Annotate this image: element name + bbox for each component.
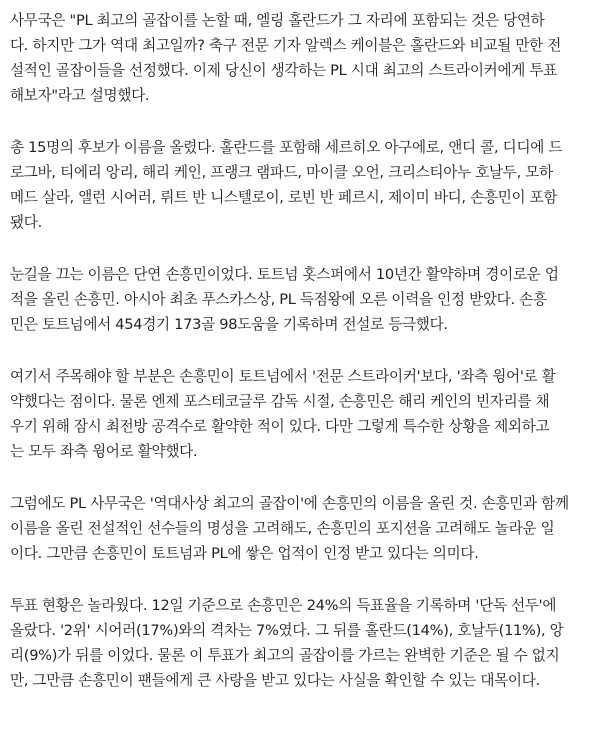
text-line: 는 모두 좌측 윙어로 활약했다. [10,443,198,460]
text-line: 리(9%)가 뒤를 이었다. 물론 이 투표가 최고의 골잡이를 가르는 완벽한 기준은 될 수 없지 [10,647,560,664]
paragraph-son-highlight [10,262,590,337]
text-line: 적을 올린 손흥민. 아시아 최초 푸스카스상, PL 득점왕에 오른 이력을 인정 받았다. 손흥 [10,291,547,308]
paragraph-position [10,364,590,464]
paragraph-vote-status [10,593,590,693]
paragraph-recognition [10,491,590,566]
paragraph-intro-quote [10,8,590,108]
text-line: 민은 토트넘에서 454경기 173골 98도움을 기록하며 전설로 등극했다. [10,316,448,333]
text-line: 메드 살라, 앨런 시어러, 뤼트 반 니스텔로이, 로빈 반 페르시, 제이미 바디, 손흥민이 포함 [10,189,558,206]
text-line: 총 15명의 후보가 이름을 올렸다. 홀란드를 포함해 세르히오 아구에로, 앤디 콜, 디디에 드 [10,139,563,156]
text-line: 됐다. [10,214,42,231]
text-line: 약했다는 점이다. 물론 엔제 포스테코글루 감독 시절, 손흥민은 해리 케인의 빈자리를 채 [10,393,550,410]
text-line: 그럼에도 PL 사무국은 '역대사상 최고의 골잡이'에 손흥민의 이름을 올린 것. 손흥민과 함께 [10,495,569,512]
text-line: 여기서 주목해야 할 부분은 손흥민이 토트넘에서 '전문 스트라이커'보다, '좌측 윙어'로 활 [10,368,556,385]
text-line: 설적인 골잡이들을 선정했다. 이제 당신이 생각하는 PL 시대 최고의 스트라이커에게 투표 [10,62,557,79]
text-line: 로그바, 티에리 앙리, 해리 케인, 프랭크 램파드, 마이클 오언, 크리스티아누 호날두, 모하 [10,164,553,181]
text-line: 다. 하지만 그가 역대 최고일까? 축구 전문 기자 알렉스 케이블은 홀란드와 비교될 만한 전 [10,37,562,54]
text-line: 만, 그만큼 손흥민이 팬들에게 큰 사랑을 받고 있다는 사실을 확인할 수 있는 대목이다. [10,672,540,689]
text-line: 투표 현황은 놀라웠다. 12일 기준으로 손흥민은 24%의 득표율을 기록하며 '단독 선두'에 [10,597,557,614]
text-line: 사무국은 "PL 최고의 골잡이를 논할 때, 엘링 홀란드가 그 자리에 포함되는 것은 당연하 [10,12,545,29]
text-line: 올랐다. '2위' 시어러(17%)와의 격차는 7%였다. 그 뒤를 홀란드(14%), 호날두(11%), 앙 [10,622,564,639]
paragraph-candidates [10,135,590,235]
text-line: 눈길을 끄는 이름은 단연 손흥민이었다. 토트넘 홋스퍼에서 10년간 활약하며 경이로운 업 [10,266,559,283]
text-line: 우기 위해 잠시 최전방 공격수로 활약한 적이 있다. 다만 그렇게 특수한 상황을 제외하고 [10,418,550,435]
text-line: 해보자"라고 설명했다. [10,87,150,104]
text-line: 이다. 그만큼 손흥민이 토트넘과 PL에 쌓은 업적이 인정 받고 있다는 의미다. [10,545,479,562]
text-line: 이름을 올린 전설적인 선수들의 명성을 고려해도, 손흥민의 포지션을 고려해도 놀라운 일 [10,520,555,537]
